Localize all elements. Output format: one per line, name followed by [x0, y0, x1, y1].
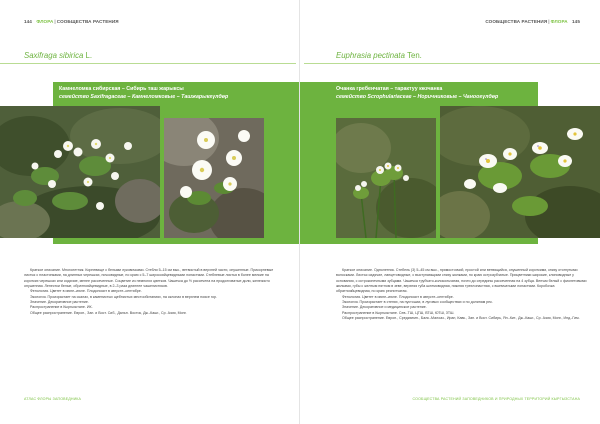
- spine-gutter: [299, 0, 300, 424]
- left-ecology: Экология. Произрастает на скалах, в каменистых щебнистых местообитаниях, на склонах в верхнем поясе гор.: [30, 294, 218, 299]
- left-description-paragraph: Краткое описание. Многолетник. Корневище с белыми луковичками. Стебли 5–15 см выс., ветвистый в верхней части, опушенные. Прикорневые листья с пластинками, на длинных черешках, почковидные, по краю с 5–7 широкояйцевидными лопастями. Стеблевые листья в более мелкие на коротких черешках или сидячие, менее рассеченные. Соцветие из немногих цветков. Чашечка до ½ рассечена на продолговатые доли, железисто опушенная. Лепестки белые, обратнояйцевидные, в 2–3 раза длиннее чашелистиков.: [24, 268, 274, 289]
- left-title-rule: [0, 63, 296, 64]
- left-species-author: L.: [85, 51, 93, 60]
- right-running-title: СООБЩЕСТВА РАСТЕНИЯ: [485, 19, 548, 24]
- left-running-title: СООБЩЕСТВА РАСТЕНИЯ: [56, 19, 119, 24]
- left-footer: АТЛАС ФЛОРЫ ЗАПОВЕДНИКА: [24, 397, 82, 401]
- right-running-header: [485, 19, 580, 24]
- euphrasia-photo-2: [440, 106, 600, 238]
- left-running-header: [24, 19, 119, 24]
- right-heading-line2: семейство Scrophulariaceae – Норичниковые – Чаноогүлдөр: [336, 94, 499, 100]
- right-distribution-general: Общее распространение. Европ., Средиземн., Балк.-Малоаз., Иран, Кавк., Зап. и Вост. Сибирь, Ян.-Кит., Дж.-Кашг., Ср. Азия, Монг., Инд.-Гим.: [342, 316, 580, 321]
- left-species-heading: [59, 85, 228, 101]
- right-species-name: [336, 51, 422, 60]
- left-distribution-kg: Распространение в Кыргызстане. ИК.: [30, 305, 93, 310]
- left-heading-line2: семейство Saxifragaceae – Камнеломковые – Ташжарыкгүлдөр: [59, 94, 229, 100]
- right-heading-line1: Очанка гребенчатая – тарактуу көзчанка: [336, 86, 443, 92]
- right-species-heading: [336, 85, 498, 101]
- right-section: ФЛОРА: [550, 19, 568, 24]
- euphrasia-photo-1: [336, 118, 436, 238]
- left-description: [24, 268, 282, 316]
- right-title-rule: [304, 63, 600, 64]
- right-phenology: Фенология. Цветет в июне–июле. Плодоносит в августе–сентябре.: [342, 294, 454, 299]
- left-heading-line1: Камнеломка сибирская – Сибирь таш жарыксы: [59, 86, 184, 92]
- left-section: ФЛОРА: [36, 19, 54, 24]
- right-distribution-kg: Распространение в Кыргызстане. Сев.-ТШ, ЦТШ, ВТШ, ЮТШ, ЗТШ.: [342, 310, 455, 315]
- right-ecology: Экология. Произрастает в степях, на пустошах, в луговых сообществах и по долинам рек.: [342, 300, 493, 305]
- right-page: [300, 0, 600, 424]
- right-footer: СООБЩЕСТВА РАСТЕНИЙ ЗАПОВЕДНИКОВ И ПРИРОДНЫХ ТЕРРИТОРИЙ КЫРГЫЗСТАНА: [412, 397, 580, 401]
- left-phenology: Фенология. Цветет в июне–июле. Плодоносит в августе–сентябре.: [30, 289, 142, 294]
- left-page-number: 144: [24, 19, 32, 24]
- right-page-number: 145: [572, 19, 580, 24]
- header-separator: |: [54, 19, 56, 24]
- right-significance: Значение. Декоративное и медицинское растение.: [342, 305, 427, 310]
- left-species-name: [24, 51, 92, 60]
- right-description: [336, 268, 590, 321]
- left-distribution-general: Общее распространение. Европ., Зап. и Вост. Сиб., Дальн. Восток, Дж.-Кашг., Ср. Азия, Монг.: [30, 310, 187, 315]
- header-separator: |: [548, 19, 550, 24]
- left-species-latin: Saxifraga sibirica: [24, 51, 84, 60]
- right-species-author: Ten.: [407, 51, 422, 60]
- right-description-paragraph: Краткое описание. Однолетник. Стебель (3) 5–45 см выс., прямостоячий, простой или ветвящийся, опушенный короткими, книзу отогнутыми волосками. Листья сидячие, ланцетовидные, с выступающими снизу жилками, по краю острозубчатые. Прицветники широкие, клиновидные у основания, с остроконечными зубцами. Чашечка трубчато-колокольчатая, почти до середины рассеченная на 4 зубца. Венчик белый с фиолетовыми жилками, губы с желтым пятном в зеве, верхняя губа шлемовидная, нижняя трехлопастная, с выемчатыми лопастями. Коробочка обратнояйцевидная, по краю реснитчатая.: [336, 268, 587, 294]
- right-species-latin: Euphrasia pectinata: [336, 51, 405, 60]
- saxifraga-photo-2: [164, 118, 264, 238]
- saxifraga-photo-1: [0, 106, 160, 238]
- left-significance: Значение. Декоративное растение.: [30, 300, 89, 305]
